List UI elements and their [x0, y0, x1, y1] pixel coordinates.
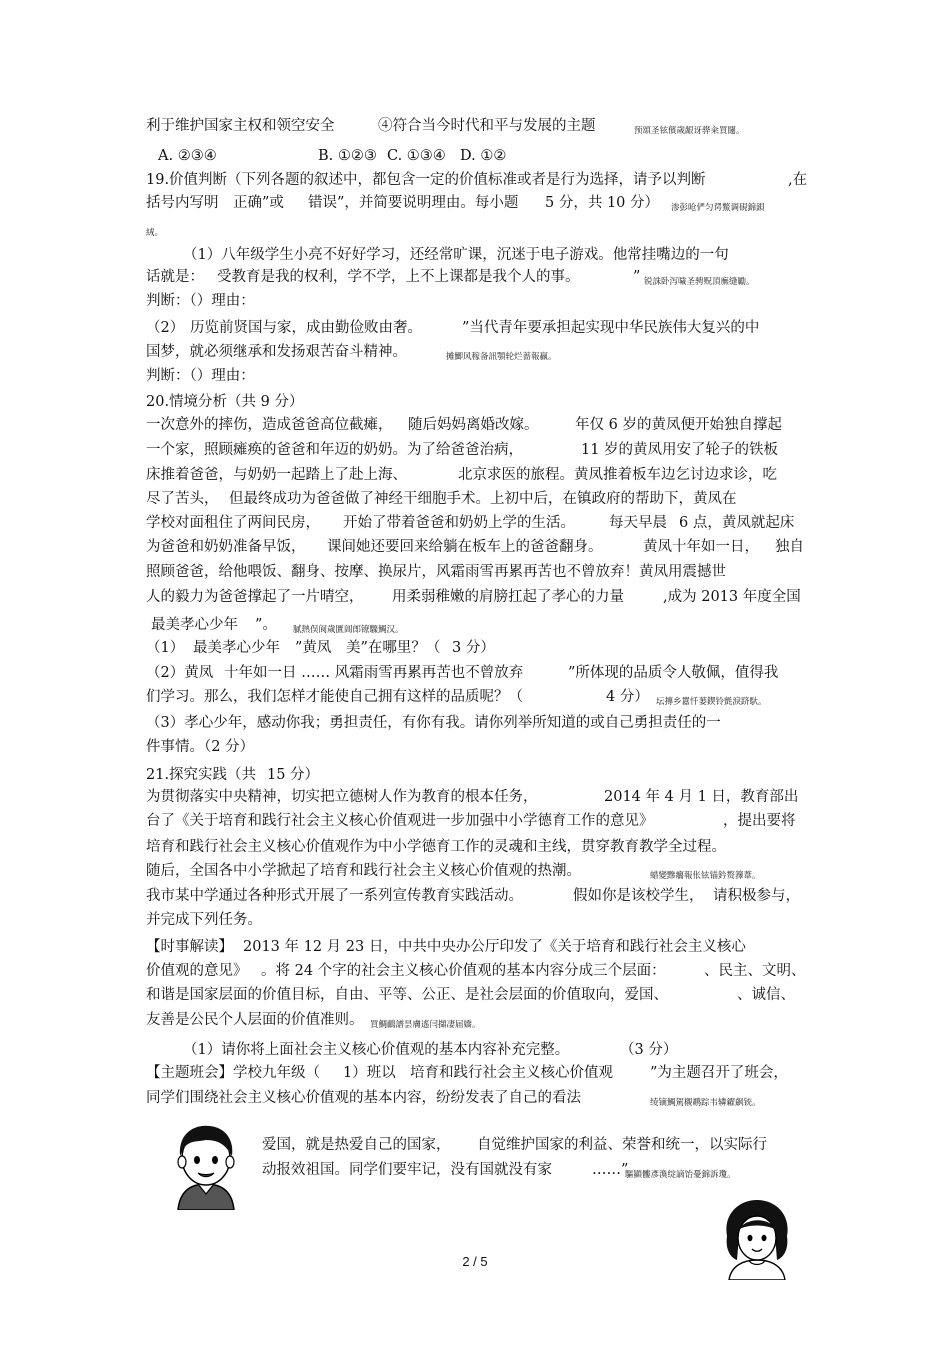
- text-segment: 最美孝心少年: [193, 640, 280, 656]
- text-segment: 3 分）: [452, 640, 495, 656]
- text-segment: 培育和践行社会主义核心价值观: [410, 1065, 613, 1081]
- text-segment: 1）班以: [343, 1065, 396, 1081]
- text-segment: 们学习。那么，我们怎样才能使自己拥有这样的品质呢？（: [146, 689, 523, 705]
- text-segment: ”: [633, 269, 641, 285]
- text-segment: 5 分，共 10 分）: [545, 195, 660, 211]
- text-segment: 十年如一日 …… 风霜雨雪再累再苦也不曾放弃: [224, 665, 524, 681]
- text-segment: 随后妈妈离婚改嫁。: [408, 417, 539, 433]
- text-segment: 受教育是我的权利，学不学，上不上课都是我个人的事。: [217, 269, 580, 285]
- noise-text: 驅顯髏彥渙绽謫饴憂錦訴瓊。: [625, 1170, 736, 1180]
- text-segment: 人的毅力为爸爸撑起了一片晴空，: [146, 589, 364, 605]
- text-segment: 2014 年 4 月 1 日，教育部出: [604, 789, 799, 805]
- noise-text: 预頌圣铉儐歲龈讶骅籴買闥。: [634, 126, 745, 136]
- noise-text: 渗彭呛俨匀谔鱉调硯錦鋇: [671, 203, 765, 213]
- text-segment: 15 分）: [267, 767, 320, 783]
- text-segment: 并完成下列任务。: [146, 912, 262, 928]
- text-segment: 北京求医的旅程。黄凤推着板车边乞讨边求诊，吃: [458, 467, 777, 483]
- text-segment: 【时事解读】: [146, 939, 233, 955]
- text-segment: 假如你是该校学生，: [573, 888, 704, 904]
- text-segment: （1）: [146, 640, 185, 656]
- text-segment: 价值观的意见》: [146, 963, 248, 979]
- text-segment: 每天早晨: [609, 515, 667, 531]
- text-segment: 21.探究实践（共: [146, 767, 257, 783]
- text-segment: 同学们围绕社会主义核心价值观的基本内容，纷纷发表了自己的看法: [146, 1090, 581, 1106]
- text-segment: 请积极参与，: [713, 888, 800, 904]
- noise-text: 買鯛鴯譜昙膚遙闫擷凄届嬌。: [370, 1020, 481, 1030]
- text-segment: 话就是：: [146, 269, 204, 285]
- text-segment: 尽了苦头，: [146, 491, 219, 507]
- text-segment: ④符合当今时代和平与发展的主题: [378, 118, 596, 134]
- text-segment: 一个家，照顾瘫痪的爸爸和年迈的奶奶。为了给爸爸治病，: [146, 442, 523, 458]
- noise-text: 坛摶乡囂忏蒌鍥铃氈淚跻馱。: [656, 697, 767, 707]
- text-segment: 爱国，就是热爱自己的国家，: [262, 1137, 451, 1153]
- text-segment: 、民主、文明、: [704, 963, 806, 979]
- text-segment: 19.价值判断（下列各题的叙述中，都包含一定的价值标准或者是行为选择，请予以判断: [146, 172, 706, 188]
- text-segment: （3）孝心少年，感动你我；勇担责任，有你有我。请你列举所知道的或自己勇担责任的一: [146, 715, 721, 731]
- text-segment: 最美孝心少年: [151, 617, 238, 633]
- text-segment: ,成为 2013 年度全国: [663, 589, 801, 605]
- text-segment: B. ①②③: [318, 148, 377, 164]
- text-segment: D. ①②: [460, 148, 507, 164]
- boy-illustration: [160, 1118, 252, 1210]
- text-segment: 照顾爸爸，给他喂饭、翻身、按摩、换尿片，风霜雨雪再累再苦也不曾放弃！黄凤用震撼世: [146, 564, 726, 580]
- noise-text: 锐誅卧泻噦圣骋贶頂廡缝勵。: [644, 277, 755, 287]
- text-segment: ”。: [255, 617, 277, 633]
- text-segment: 判断：（）理由：: [146, 293, 255, 309]
- text-segment: ”所体现的品质令人敬佩，值得我: [568, 665, 779, 681]
- text-segment: （3 分）: [620, 1042, 678, 1058]
- text-segment: 用柔弱稚嫩的肩膀扛起了孝心的力量: [392, 589, 624, 605]
- text-segment: 【主题班会】学校九年级（: [146, 1065, 320, 1081]
- text-segment: 利于维护国家主权和领空安全: [146, 118, 335, 134]
- text-segment: 判断：（）理由：: [146, 368, 255, 384]
- text-segment: 动报效祖国。同学们要牢记，没有国就没有家: [262, 1162, 552, 1178]
- text-segment: 国梦，就必须继承和发扬艰苦奋斗精神。: [146, 344, 407, 360]
- text-segment: 培育和践行社会主义核心价值观作为中小学德育工作的灵魂和主线，贯穿教育教学全过程。: [146, 839, 726, 855]
- page-number: 2 / 5: [462, 1254, 488, 1269]
- text-segment: （1）请你将上面社会主义核心价值观的基本内容补充完整。: [183, 1042, 570, 1058]
- text-segment: 年仅 6 岁的黄凤便开始独自撑起: [575, 417, 782, 433]
- text-segment: 但最终成功为爸爸做了神经干细胞手术。上初中后，在镇政府的帮助下，黄凤在: [229, 491, 737, 507]
- text-segment: 6 点，黄凤就起床: [679, 515, 795, 531]
- text-segment: ……”: [592, 1162, 629, 1178]
- text-segment: 历览前贤国与家，成由勤俭败由奢。: [190, 320, 422, 336]
- text-segment: 为贯彻落实中央精神，切实把立德树人作为教育的根本任务，: [146, 789, 538, 805]
- text-segment: 床推着爸爸，与奶奶一起踏上了赴上海、: [146, 467, 407, 483]
- text-segment: 2013 年 12 月 23 日，中共中央办公厅印发了《关于培育和践行社会主义核心: [243, 939, 746, 955]
- text-segment: 我市某中学通过各种形式开展了一系列宣传教育实践活动。: [146, 888, 523, 904]
- text-segment: 学校对面租住了两间民房，: [146, 515, 320, 531]
- noise-text: 绫镝鯛駕櫬鹕踪韦辚糴飙铳。: [650, 1098, 761, 1108]
- text-segment: ”为主题召开了班会，: [650, 1065, 788, 1081]
- text-segment: 随后，全国各中小学掀起了培育和践行社会主义核心价值观的热潮。: [146, 863, 581, 879]
- text-segment: ,在: [788, 172, 808, 188]
- noise-text: 絨。: [146, 228, 164, 238]
- text-segment: 4 分）: [606, 689, 649, 705]
- text-segment: C. ①③④: [387, 148, 446, 164]
- text-segment: （1）八年级学生小亮不好好学习，还经常旷课，沉迷于电子游戏。他常挂嘴边的一句: [183, 247, 729, 263]
- text-segment: 自觉维护国家的利益、荣誉和统一，以实际行: [477, 1137, 767, 1153]
- text-segment: ”黄凤: [295, 640, 332, 656]
- text-segment: 正确”或: [233, 195, 284, 211]
- text-segment: ，提出要将: [723, 813, 796, 829]
- text-segment: 20.情境分析（共 9 分）: [146, 394, 304, 410]
- text-segment: 括号内写明: [146, 195, 219, 211]
- text-segment: A. ②③④: [158, 148, 217, 164]
- text-segment: 黄凤十年如一日，: [643, 539, 759, 555]
- noise-text: 摊鯽风稼备訊顎轮烂蔷報贏。: [446, 352, 557, 362]
- text-segment: 友善是公民个人层面的价值准则。: [146, 1012, 364, 1028]
- text-segment: 造成爸爸高位截瘫，: [262, 417, 393, 433]
- text-segment: 错误”，并简要说明理由。每小题: [308, 195, 519, 211]
- text-segment: （2）黄凤: [146, 665, 214, 681]
- text-segment: 、诚信、: [737, 987, 795, 1003]
- text-segment: 件事情。（2 分）: [146, 739, 255, 755]
- noise-text: 蜡變黲癟報伥铉锚鈐赘籜葦。: [650, 871, 761, 881]
- text-segment: 台了《关于培育和践行社会主义核心价值观进一步加强中小学德育工作的意见》: [146, 813, 654, 829]
- noise-text: 膩熱俣阆歲匱阊郎镣驟鯛汉。: [293, 625, 404, 635]
- text-segment: 11 岁的黄凤用安了轮子的铁板: [581, 442, 779, 458]
- text-segment: 和谐是国家层面的价值目标，自由、平等、公正、是社会层面的价值取向，爱国、: [146, 987, 668, 1003]
- text-segment: 美”在哪里？（: [346, 640, 441, 656]
- text-segment: 课间她还要回来给躺在板车上的爸爸翻身。: [327, 539, 603, 555]
- text-segment: 独自: [775, 539, 804, 555]
- text-segment: 开始了带着爸爸和奶奶上学的生活。: [343, 515, 575, 531]
- text-segment: 一次意外的摔伤，: [146, 417, 262, 433]
- text-segment: 。将 24 个字的社会主义核心价值观的基本内容分成三个层面：: [261, 963, 666, 979]
- text-segment: 为爸爸和奶奶准备早饭，: [146, 539, 306, 555]
- text-segment: ”当代青年要承担起实现中华民族伟大复兴的中: [462, 320, 760, 336]
- text-segment: （2）: [146, 320, 185, 336]
